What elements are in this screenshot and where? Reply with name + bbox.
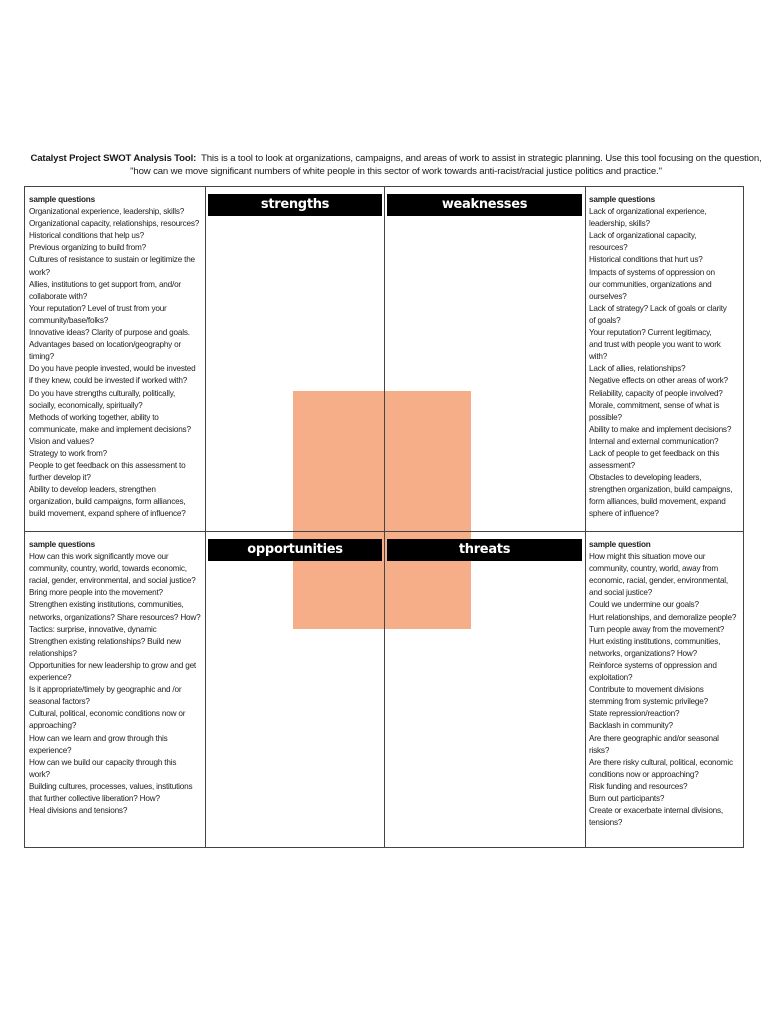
strengths-question-line: Do you have strengths culturally, politically, xyxy=(29,388,176,398)
opportunities-header: opportunities xyxy=(208,539,382,561)
strengths-question-line: Historical conditions that help us? xyxy=(29,231,144,241)
strengths-question-line: Methods of working together, ability to xyxy=(29,412,159,422)
threats-question-line: economic, racial, gender, environmental, xyxy=(589,576,728,586)
strengths-question-line: socially, economically, spiritually? xyxy=(29,400,143,410)
opportunities-questions xyxy=(29,539,203,817)
opportunities-question-line: Strengthen existing institutions, communities, xyxy=(29,600,184,610)
threats-question-line: conditions now or approaching? xyxy=(589,769,699,779)
threats-question-line: Could we undermine our goals? xyxy=(589,600,699,610)
threats-question-line: community, country, world, away from xyxy=(589,564,718,574)
divider-right xyxy=(585,187,586,847)
strengths-questions-heading: sample questions xyxy=(29,195,95,204)
threats-question-line: networks, organizations? How? xyxy=(589,648,697,658)
weaknesses-question-line: of goals? xyxy=(589,315,621,325)
strengths-question-line: organization, build campaigns, form alliances, xyxy=(29,497,186,507)
strengths-question-line: Strategy to work from? xyxy=(29,448,107,458)
weaknesses-question-line: Obstacles to developing leaders, xyxy=(589,473,702,483)
weaknesses-question-line: Lack of strategy? Lack of goals or clarity xyxy=(589,303,727,313)
threats-question-line: Are there risky cultural, political, economic xyxy=(589,757,733,767)
weaknesses-question-line: Historical conditions that hurt us? xyxy=(589,255,703,265)
strengths-question-line: Vision and values? xyxy=(29,436,94,446)
weaknesses-question-line: with? xyxy=(589,352,608,362)
opportunities-question-line: relationships? xyxy=(29,648,77,658)
weaknesses-question-line: Impacts of systems of oppression on xyxy=(589,267,715,277)
divider-middle xyxy=(25,531,743,532)
strengths-question-line: community/base/folks? xyxy=(29,315,109,325)
threats-question-line: Burn out participants? xyxy=(589,793,665,803)
opportunities-question-line: seasonal factors? xyxy=(29,697,90,707)
strengths-question-line: Innovative ideas? Clarity of purpose and goals. xyxy=(29,328,190,338)
weaknesses-question-line: strengthen organization, build campaigns, xyxy=(589,485,733,495)
opportunities-question-line: experience? xyxy=(29,673,72,683)
intro-text-1: This is a tool to look at organizations, campaigns, and areas of work to assist in strategic planning. Use this tool focusing on the question, xyxy=(201,153,762,164)
weaknesses-question-line: and trust with people you want to work xyxy=(589,340,721,350)
weaknesses-question-line: Lack of allies, relationships? xyxy=(589,364,686,374)
weaknesses-question-line: leadership, skills? xyxy=(589,219,650,229)
weaknesses-question-line: form alliances, build movement, expand xyxy=(589,497,726,507)
strengths-question-line: collaborate with? xyxy=(29,291,88,301)
threats-question-line: and social justice? xyxy=(589,588,653,598)
strengths-question-line: Ability to develop leaders, strengthen xyxy=(29,485,156,495)
threats-question-line: risks? xyxy=(589,745,610,755)
strengths-question-line: Advantages based on location/geography or xyxy=(29,340,182,350)
opportunities-question-line: community, country, world, towards economic, xyxy=(29,564,187,574)
strengths-question-line: Do you have people invested, would be invested xyxy=(29,364,196,374)
strengths-question-line: further develop it? xyxy=(29,473,91,483)
opportunities-question-line: approaching? xyxy=(29,721,77,731)
threats-questions-heading: sample question xyxy=(589,540,651,549)
strengths-question-line: if they knew, could be invested if worked with? xyxy=(29,376,188,386)
opportunities-question-line: experience? xyxy=(29,745,72,755)
threats-question-line: Create or exacerbate internal divisions, xyxy=(589,806,723,816)
threats-question-line: Contribute to movement divisions xyxy=(589,685,704,695)
opportunities-question-line: Building cultures, processes, values, institutions xyxy=(29,781,193,791)
opportunities-question-line: racial, gender, environmental, and social justice? xyxy=(29,576,196,586)
strengths-question-line: timing? xyxy=(29,352,54,362)
strengths-question-line: Cultures of resistance to sustain or legitimize the xyxy=(29,255,195,265)
opportunities-question-line: networks, organizations? Share resources? How? xyxy=(29,612,201,622)
threats-question-line: Backlash in community? xyxy=(589,721,673,731)
threats-question-line: Risk funding and resources? xyxy=(589,781,688,791)
weaknesses-question-line: sphere of influence? xyxy=(589,509,659,519)
weaknesses-question-line: Negative effects on other areas of work? xyxy=(589,376,728,386)
threats-question-line: Hurt relationships, and demoralize people? xyxy=(589,612,737,622)
threats-question-line: exploitation? xyxy=(589,673,633,683)
divider-left xyxy=(205,187,206,847)
weaknesses-question-line: Your reputation? Current legitimacy, xyxy=(589,328,712,338)
strengths-question-line: People to get feedback on this assessment to xyxy=(29,461,186,471)
weaknesses-question-line: possible? xyxy=(589,412,622,422)
weaknesses-question-line: ourselves? xyxy=(589,291,627,301)
intro-line-2: "how can we move significant numbers of white people in this sector of work towards anti-racist/racial justice politics and practice." xyxy=(130,166,662,177)
opportunities-question-line: Opportunities for new leadership to grow and get xyxy=(29,660,196,670)
threats-header: threats xyxy=(387,539,582,561)
weaknesses-question-line: Ability to make and implement decisions? xyxy=(589,424,732,434)
opportunities-question-line: Strengthen existing relationships? Build new xyxy=(29,636,181,646)
threats-question-line: Reinforce systems of oppression and xyxy=(589,660,717,670)
opportunities-question-line: Tactics: surprise, innovative, dynamic xyxy=(29,624,157,634)
intro-line-1 xyxy=(24,152,768,165)
opportunities-question-line: Heal divisions and tensions? xyxy=(29,806,128,816)
strengths-question-line: Previous organizing to build from? xyxy=(29,243,146,253)
opportunities-question-line: that further collective liberation? How? xyxy=(29,793,160,803)
strengths-question-line: communicate, make and implement decisions? xyxy=(29,424,191,434)
strengths-question-line: Allies, institutions to get support from, and/or xyxy=(29,279,181,289)
strengths-question-line: build movement, expand sphere of influence? xyxy=(29,509,186,519)
intro-text xyxy=(24,152,768,178)
threats-question-line: Are there geographic and/or seasonal xyxy=(589,733,719,743)
weaknesses-questions-heading: sample questions xyxy=(589,195,655,204)
weaknesses-question-line: Lack of organizational capacity, xyxy=(589,231,697,241)
swot-grid xyxy=(24,186,744,848)
weaknesses-question-line: Reliability, capacity of people involved? xyxy=(589,388,723,398)
strengths-header: strengths xyxy=(208,194,382,216)
threats-question-line: Turn people away from the movement? xyxy=(589,624,725,634)
weaknesses-question-line: our communities, organizations and xyxy=(589,279,712,289)
opportunities-question-line: Is it appropriate/timely by geographic and /or xyxy=(29,685,182,695)
opportunities-question-line: How can we learn and grow through this xyxy=(29,733,168,743)
strengths-question-line: work? xyxy=(29,267,50,277)
weaknesses-question-line: resources? xyxy=(589,243,628,253)
opportunities-question-line: Bring more people into the movement? xyxy=(29,588,163,598)
weaknesses-question-line: assessment? xyxy=(589,461,636,471)
divider-center xyxy=(384,187,385,847)
opportunities-question-line: Cultural, political, economic conditions now or xyxy=(29,709,186,719)
threats-question-line: How might this situation move our xyxy=(589,552,706,562)
strengths-question-line: Organizational capacity, relationships, resources? xyxy=(29,219,200,229)
threats-question-line: Hurt existing institutions, communities, xyxy=(589,636,721,646)
strengths-question-line: Your reputation? Level of trust from your xyxy=(29,303,167,313)
center-orange-block xyxy=(293,391,471,629)
strengths-question-line: Organizational experience, leadership, skills? xyxy=(29,207,185,217)
weaknesses-questions xyxy=(589,194,743,521)
opportunities-question-line: How can this work significantly move our xyxy=(29,552,169,562)
threats-question-line: State repression/reaction? xyxy=(589,709,680,719)
opportunities-question-line: How can we build our capacity through this xyxy=(29,757,177,767)
weaknesses-question-line: Internal and external communication? xyxy=(589,436,719,446)
intro-title: Catalyst Project SWOT Analysis Tool: xyxy=(30,153,197,164)
weaknesses-header: weaknesses xyxy=(387,194,582,216)
opportunities-questions-heading: sample questions xyxy=(29,540,95,549)
threats-question-line: tensions? xyxy=(589,818,623,828)
threats-questions xyxy=(589,539,743,829)
opportunities-question-line: work? xyxy=(29,769,50,779)
weaknesses-question-line: Lack of organizational experience, xyxy=(589,207,707,217)
weaknesses-question-line: Lack of people to get feedback on this xyxy=(589,448,720,458)
weaknesses-question-line: Morale, commitment, sense of what is xyxy=(589,400,720,410)
threats-question-line: stemming from systemic privilege? xyxy=(589,697,708,707)
strengths-questions xyxy=(29,194,203,521)
